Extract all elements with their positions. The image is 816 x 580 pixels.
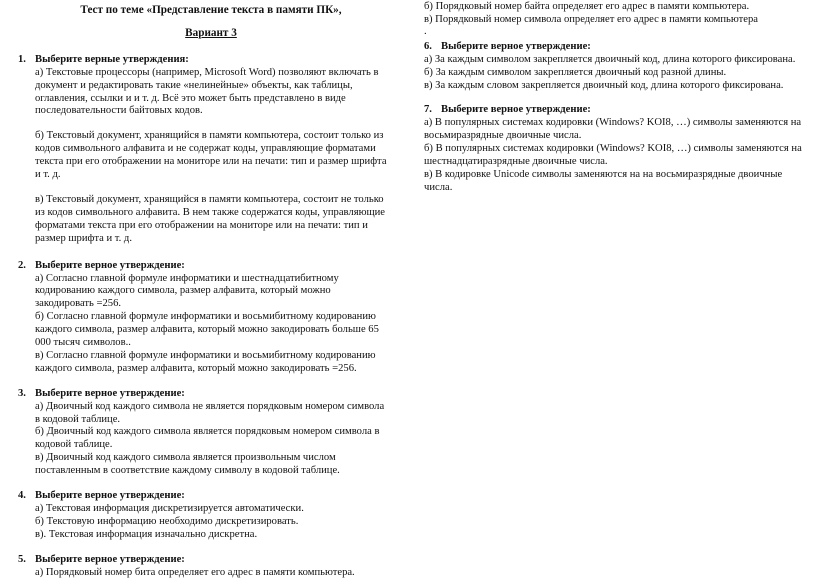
question-3-text: Выберите верное утверждение: [35, 387, 185, 399]
question-2-heading [18, 260, 390, 273]
question-7-number: 7. [424, 104, 432, 116]
question-1-option-a: а) Текстовые процессоры (например, Microsoft Word) позволяют включать в документ и редактировать такие «нелинейные» объекты, как таблицы, оглавления, ссылки и и т. д. Всё это может быть представлено в виде последовательности байтовых кодов. [35, 66, 379, 117]
question-2 [18, 260, 390, 376]
question-4-option-b: б) Текстовую информацию необходимо дискретизировать. [35, 515, 299, 527]
question-1-heading [18, 54, 390, 67]
question-5-option-b: б) Порядковый номер байта определяет его адрес в памяти компьютера. [424, 1, 750, 12]
left-column [18, 0, 390, 580]
question-6-option-c: в) За каждым словом закрепляется двоичный код, длина которого фиксирована. [424, 79, 784, 91]
question-4-option-a: а) Текстовая информация дискретизируется автоматически. [35, 503, 304, 514]
question-5-text: Выберите верное утверждение: [35, 553, 185, 565]
question-6-text: Выберите верное утверждение: [441, 40, 591, 52]
question-4-heading [18, 490, 390, 503]
question-5-option-c: в) Порядковый номер символа определяет его адрес в памяти компьютера [424, 13, 758, 25]
question-1-number: 1. [18, 53, 26, 65]
question-1-option-c: в) Текстовый документ, хранящийся в памяти компьютера, состоит не только из кодов символьного алфавита. В нем также содержатся коды, управляющие форматами текста при его отображении на мониторе или на печати: тип и размер шрифта и т. д. [35, 193, 386, 244]
question-7-heading [424, 104, 802, 117]
variant-heading: Вариант 3 [185, 26, 237, 39]
question-5-trailing-dot: . [424, 25, 427, 37]
question-3 [18, 388, 390, 478]
question-3-option-b: б) Двоичный код каждого символа является порядковым номером символа в кодовой таблице. [35, 426, 380, 451]
right-column [424, 0, 802, 195]
question-1 [18, 54, 390, 246]
question-7-option-c: в) В кодировке Unicode символы заменяются на на восьмиразрядные двоичные числа. [424, 168, 783, 193]
question-5-heading [18, 554, 390, 567]
question-5-number: 5. [18, 553, 26, 565]
question-6-option-a: а) За каждым символом закрепляется двоичный код, длина которого фиксирована. [424, 53, 796, 65]
question-1-option-b: б) Текстовый документ, хранящийся в памяти компьютера, состоит только из кодов символьного алфавита и не содержат коды, управляющие форматами текста при его отображении на мониторе или на печати: тип и размер шрифта и т. д. [35, 130, 387, 181]
question-3-option-a: а) Двоичный код каждого символа не является порядковым номером символа в кодовой таблице. [35, 400, 385, 425]
question-7-option-b: б) В популярных системах кодировки (Windows? KOI8, …) символы заменяются на шестнадцатиразрядные двоичные числа. [424, 143, 802, 168]
question-6-number: 6. [424, 40, 432, 52]
question-3-heading [18, 388, 390, 401]
test-title: Тест по теме «Представление текста в памяти ПК», [80, 4, 342, 16]
question-7-option-a: а) В популярных системах кодировки (Windows? KOI8, …) символы заменяются на восьмиразрядные двоичные числа. [424, 117, 802, 142]
question-4 [18, 490, 390, 542]
question-5 [18, 554, 390, 580]
question-3-option-c: в) Двоичный код каждого символа является произвольным числом поставленным в соответствие каждому символу в кодовой таблице. [35, 452, 340, 477]
question-2-number: 2. [18, 259, 26, 271]
question-4-number: 4. [18, 490, 26, 502]
question-4-option-c: в). Текстовая информация изначально дискретна. [35, 528, 258, 540]
question-2-option-b: б) Согласно главной формуле информатики и восьмибитному кодированию каждого символа, размер алфавита, который можно закодировать больше 65 000 тысяч символов.. [35, 311, 379, 349]
question-2-option-c: в) Согласно главной формуле информатики и восьмибитному кодированию каждого символа, размер алфавита, который можно закодировать =256. [35, 349, 376, 374]
question-7-text: Выберите верное утверждение: [441, 104, 591, 116]
question-7 [424, 104, 802, 194]
question-3-number: 3. [18, 387, 26, 399]
question-1-text: Выберите верные утверждения: [35, 53, 189, 65]
question-6-option-b: б) За каждым символом закрепляется двоичный код разной длины. [424, 66, 727, 78]
question-2-text: Выберите верное утверждение: [35, 259, 185, 271]
question-6-heading [424, 41, 802, 54]
question-5-option-a: а) Порядковый номер бита определяет его адрес в памяти компьютера. [35, 566, 355, 578]
question-2-option-a: а) Согласно главной формуле информатики и шестнадцатибитному кодированию каждого символа, размер алфавита, который можно закодировать =256. [35, 272, 339, 310]
question-4-text: Выберите верное утверждение: [35, 490, 185, 502]
question-6 [424, 41, 802, 93]
